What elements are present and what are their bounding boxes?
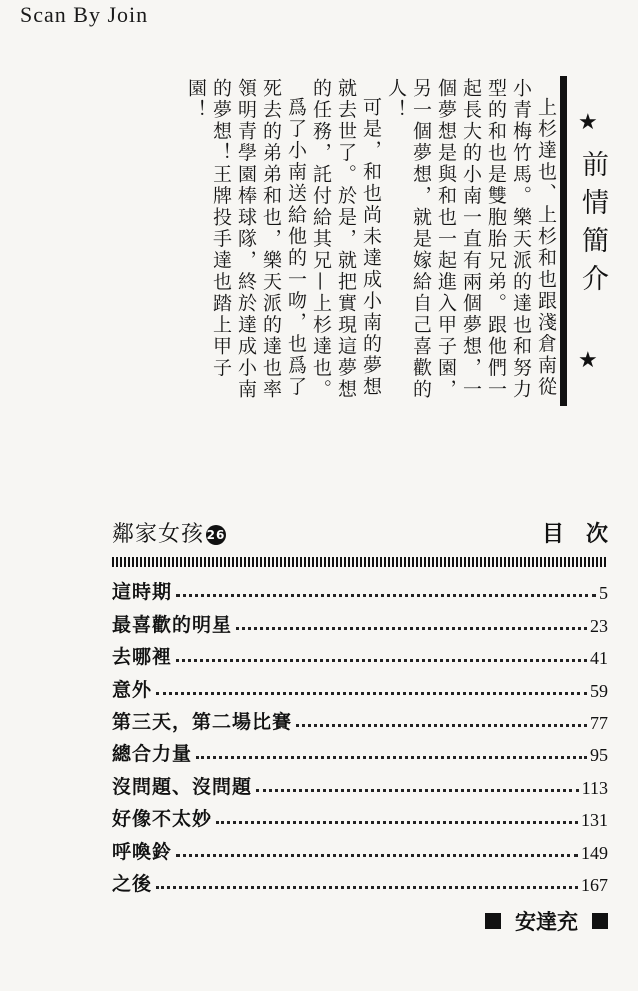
star-icon: ★ [578, 110, 598, 135]
toc-entry-page: 77 [590, 712, 608, 733]
dot-leader [176, 659, 587, 662]
toc-entry-title: 總合力量 [112, 743, 193, 766]
dot-leader [296, 724, 587, 727]
synopsis-paragraph-3: 爲了小南送給他的一吻，也爲了死去的弟弟和也，樂天派的達也率領明青學園棒球隊，終於達成小南的夢想！王牌投手達也踏上甲子園！ [185, 78, 307, 401]
toc-entry-page: 5 [599, 583, 608, 604]
toc-entry-title: 沒問題、沒問題 [112, 775, 253, 798]
toc-entry-title: 之後 [112, 872, 153, 895]
toc-entry-page: 59 [590, 680, 608, 701]
dot-leader [216, 821, 578, 824]
toc-entry [112, 766, 608, 798]
toc-header [112, 517, 630, 551]
volume-badge: 26 [206, 525, 226, 545]
dot-leader [176, 854, 578, 857]
toc-entry-page: 23 [590, 615, 608, 636]
toc-list [112, 572, 608, 896]
toc-entry-title: 這時期 [112, 581, 173, 604]
star-icon: ★ [578, 348, 598, 373]
square-bullet-icon [485, 913, 501, 929]
toc-entry-title: 最喜歡的明星 [112, 613, 233, 636]
dot-leader [176, 594, 596, 597]
series-title-text: 鄰家女孩 [112, 522, 205, 547]
dot-leader [196, 756, 587, 759]
author-credit [485, 906, 608, 936]
series-title [112, 517, 226, 548]
toc-entry-page: 41 [590, 648, 608, 669]
toc-entry [112, 637, 608, 669]
scan-credit: Scan By Join [20, 2, 149, 27]
hatched-divider [112, 557, 608, 567]
toc-entry [112, 604, 608, 636]
toc-entry-page: 95 [590, 745, 608, 766]
dot-leader [156, 692, 587, 695]
toc-entry-title: 好像不太妙 [112, 808, 213, 831]
toc-entry [112, 831, 608, 863]
toc-entry-title: 第三天，第二場比賽 [112, 710, 293, 733]
toc-entry [112, 864, 608, 896]
square-bullet-icon [592, 913, 608, 929]
intro-divider-bar [560, 76, 567, 406]
dot-leader [236, 627, 587, 630]
toc-entry [112, 572, 608, 604]
toc-entry-page: 149 [581, 842, 608, 863]
author-name: 安達充 [515, 910, 578, 934]
dot-leader [156, 886, 578, 889]
intro-heading: 前情簡介 [577, 150, 608, 302]
toc-entry [112, 799, 608, 831]
toc-entry-title: 去哪裡 [112, 646, 173, 669]
toc-label: 目次 [541, 522, 630, 547]
synopsis-text [108, 78, 558, 408]
toc-entry [112, 734, 608, 766]
toc-entry-title: 呼喚鈴 [112, 840, 173, 863]
synopsis-paragraph-1: 上杉達也、上杉和也跟淺倉南從小青梅竹馬。樂天派的達也和努力型的和也是雙胞胎兄弟。跟他們一起長大的小南一直有兩個夢想，一個夢想是與和也一起進入甲子園，另一個夢想，就是嫁給自己喜歡的人！ [385, 78, 557, 401]
toc-entry-page: 167 [581, 874, 608, 895]
synopsis-paragraph-2: 可是，和也尚未達成小南的夢想就去世了。於是，就把實現這夢想的任務，託付給其兄—上杉達也。 [310, 78, 382, 401]
dot-leader [256, 789, 579, 792]
toc-entry-page: 113 [581, 777, 608, 798]
toc-entry [112, 702, 608, 734]
toc-entry [112, 669, 608, 701]
toc-entry-title: 意外 [112, 678, 153, 701]
toc-entry-page: 131 [581, 810, 608, 831]
